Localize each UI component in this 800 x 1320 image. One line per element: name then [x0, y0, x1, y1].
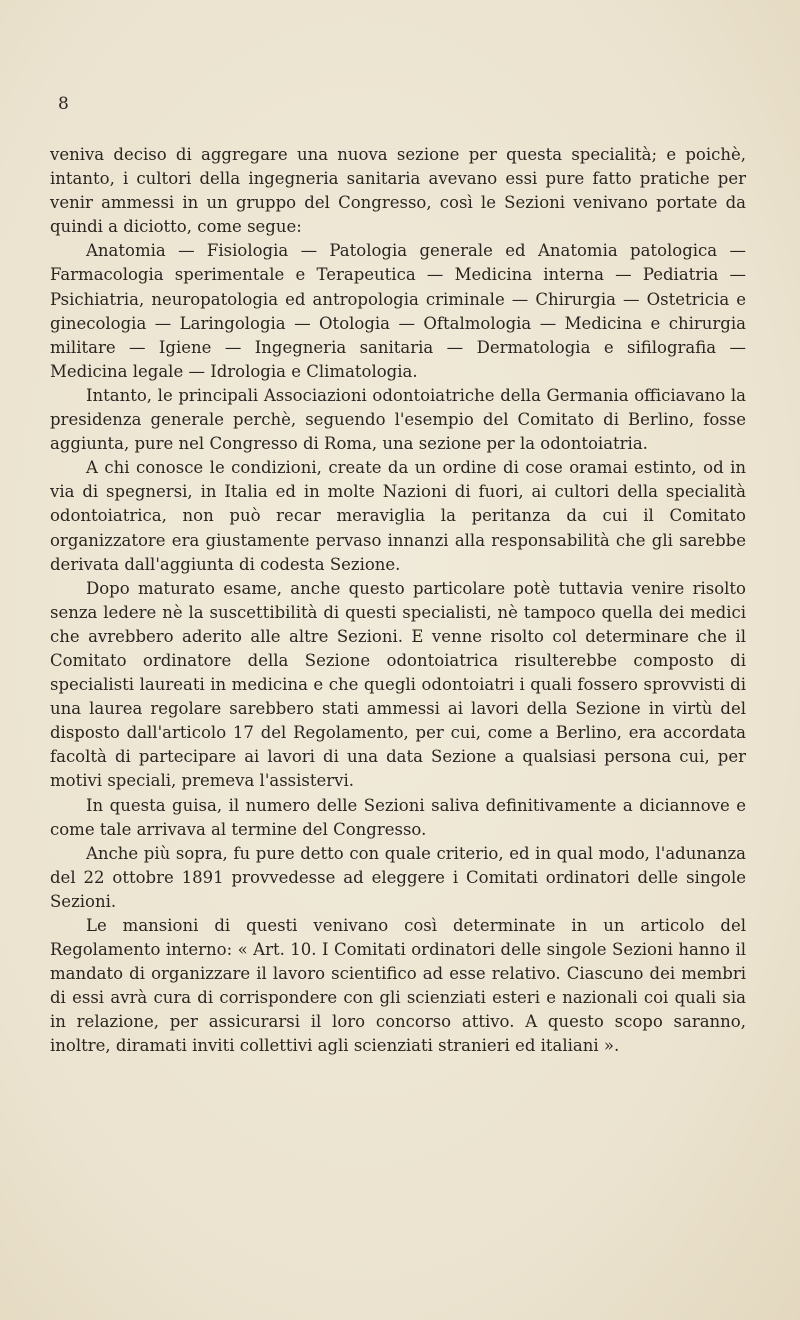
paragraph: Intanto, le principali Associazioni odontoiatriche della Germania officiavano la presidenza generale perchè, seguendo l'esempio del Comitato di Berlino, fosse aggiunta, pure nel Congresso di Roma, una sezione per la odontoiatria.: [50, 385, 746, 454]
paragraph: Dopo maturato esame, anche questo particolare potè tuttavia venire risolto senza ledere nè la suscettibilità di questi specialisti, nè tampoco quella dei medici che avrebbero aderito alle altre Sezioni. E venne risolto col determinare che il Comitato ordinatore della Sezione odontoiatrica risulterebbe composto di specialisti laureati in medicina e che quegli odontoiatri i quali fossero sprovvisti di una laurea regolare sarebbero stati ammessi ai lavori della Sezione in virtù del disposto dall'articolo 17 del Regolamento, per cui, come a Berlino, era accordata facoltà di partecipare ai lavori di una data Sezione a qualsiasi persona cui, per motivi speciali, premeva l'assistervi.: [50, 578, 746, 791]
paragraph: Anche più sopra, fu pure detto con quale criterio, ed in qual modo, l'adunanza del 22 ottobre 1891 provvedesse ad eleggere i Comitati ordinatori delle singole Sezioni.: [50, 843, 746, 911]
paragraph: Le mansioni di questi venivano così determinate in un articolo del Regolamento interno: « Art. 10. I Comitati ordinatori delle singole Sezioni hanno il mandato di organizzare il lavoro scientifico ad esse relativo. Ciascuno dei membri di essi avrà cura di corrispondere con gli scienziati esteri e nazionali coi quali sia in relazione, per assicurarsi il loro concorso attivo. A questo scopo saranno, inoltre, diramati inviti collettivi agli scienziati stranieri ed italiani ».: [50, 916, 746, 1056]
paragraph: Anatomia — Fisiologia — Patologia generale ed Anatomia patologica — Farmacologia sperimentale e Terapeutica — Medicina interna — Pediatria — Psichiatria, neuropatologia ed antropologia criminale — Chirurgia — Ostetricia e ginecologia — Laringologia — Otologia — Oftalmologia — Medicina e chirurgia militare — Igiene — Ingegneria sanitaria — Dermatologia e sifilografia — Medicina legale — Idrologia e Climatologia.: [50, 241, 746, 381]
paragraph: In questa guisa, il numero delle Sezioni saliva definitivamente a diciannove e come tale arrivava al termine del Congresso.: [50, 795, 746, 839]
paragraph: veniva deciso di aggregare una nuova sezione per questa specialità; e poichè, intanto, i cultori della ingegneria sanitaria avevano essi pure fatto pratiche per venir ammessi in un gruppo del Congresso, così le Sezioni venivano portate da quindi a diciotto, come segue:: [50, 145, 746, 237]
paragraph: A chi conosce le condizioni, create da un ordine di cose oramai estinto, od in via di spegnersi, in Italia ed in molte Nazioni di fuori, ai cultori della specialità odontoiatrica, non può recar meraviglia la peritanza da cui il Comitato organizzatore era giustamente pervaso innanzi alla responsabilità che gli sarebbe derivata dall'aggiunta di codesta Sezione.: [50, 458, 746, 574]
page-number: 8: [58, 94, 69, 114]
body-text: [50, 143, 746, 1059]
